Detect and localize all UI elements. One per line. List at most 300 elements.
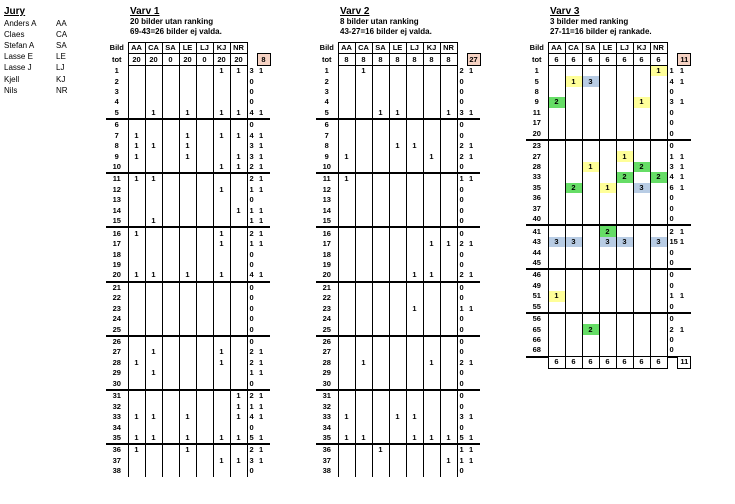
vote-cell [423,314,440,324]
vote-cell [423,401,440,411]
bild-number: 5 [316,108,338,119]
vote-cell [355,456,372,466]
vote-cell [389,131,406,141]
vote-cell [179,422,196,432]
bild-number: 22 [106,293,128,303]
vote-cell [355,195,372,205]
table-row [106,97,270,107]
vote-cell [145,87,162,97]
vote-cell [389,314,406,324]
vote-cell [355,119,372,130]
vote-cell [423,216,440,227]
vote-cell [440,379,457,390]
vote-cell [145,195,162,205]
selected-count-box: 11 [678,54,691,65]
vote-cell [338,119,355,130]
bild-number: 37 [316,456,338,466]
vote-cell [423,141,440,151]
row-sum: 0 [669,214,674,224]
vote-cell [372,162,389,173]
vote-cell: 1 [128,358,145,368]
row-sum: 0 [669,128,674,138]
vote-cell [406,162,423,173]
row-sum: 2 [249,347,254,357]
vote-cell: 3 [616,237,633,247]
vote-cell [406,131,423,141]
vote-cell [389,466,406,476]
vote-cell [389,227,406,238]
table-row [316,379,480,390]
vote-cell [196,324,213,335]
vote-cell [616,204,633,214]
row-flag: 1 [679,76,685,86]
tot-value: 8 [423,54,440,65]
bild-header: Bild [106,43,128,54]
vote-cell [372,239,389,249]
table-row [106,270,270,281]
table-row [316,401,480,411]
vote-cell [582,118,599,128]
row-sum: 0 [459,293,464,303]
vote-cell [196,216,213,227]
vote-cell [599,291,616,301]
row-flag [467,347,480,357]
row-sum: 5 [249,432,254,442]
table-row [526,302,691,313]
row-flag: 1 [469,270,474,280]
bild-number: 9 [316,151,338,161]
table-row [316,131,480,141]
vote-cell [423,173,440,184]
vote-cell [162,260,179,270]
vote-cell [548,345,565,356]
row-sum: 5 [459,432,464,442]
header-row [106,43,270,54]
table-row [526,247,691,257]
vote-cell [355,216,372,227]
row-flag: 1 [679,66,685,76]
vote-cell [616,108,633,118]
vote-cell [423,324,440,335]
bild-number: 24 [316,314,338,324]
bild-number: 20 [316,270,338,281]
vote-cell [440,227,457,238]
vote-cell [230,249,247,259]
bild-number: 55 [526,302,548,313]
vote-cell [565,313,582,324]
table-row [526,291,691,301]
vote-cell [213,304,230,314]
row-sum: 2 [667,225,678,236]
vote-cell [162,76,179,86]
vote-cell [128,336,145,347]
vote-cell [338,379,355,390]
row-flag: 1 [469,412,474,422]
vote-cell [440,76,457,86]
jury-member-name: Claes [4,30,25,40]
vote-cell [548,129,565,140]
vote-cell [179,173,196,184]
vote-cell [406,347,423,357]
vote-cell [582,97,599,107]
vote-cell [355,162,372,173]
vote-cell [389,347,406,357]
vote-cell [162,239,179,249]
tot-value: 0 [162,54,179,65]
vote-cell: 1 [230,412,247,422]
vote-cell [423,97,440,107]
vote-cell: 1 [230,151,247,161]
vote-cell [162,108,179,119]
bild-number: 36 [106,444,128,455]
vote-cell [633,204,650,214]
vote-cell [372,336,389,347]
row-sum: 3 [249,141,254,151]
vote-cell [230,324,247,335]
row-sum: 0 [457,336,467,347]
vote-cell [423,249,440,259]
table-row [106,108,270,119]
vote-cell [179,456,196,466]
jury-member-code: SA [56,41,67,51]
table-row [316,239,480,249]
vote-cell [355,282,372,293]
row-sum: 0 [459,347,464,357]
vote-cell [145,444,162,455]
vote-cell [355,173,372,184]
vote-cell [440,444,457,455]
row-flag: 1 [467,444,480,455]
vote-cell [179,227,196,238]
bild-number: 19 [316,260,338,270]
vote-cell [128,195,145,205]
vote-cell [440,336,457,347]
bild-number: 26 [106,336,128,347]
vote-cell [440,195,457,205]
vote-cell [372,185,389,195]
row-sum: 0 [459,249,464,259]
vote-cell [406,358,423,368]
bild-number: 10 [316,162,338,173]
vote-cell [582,108,599,118]
row-sum: 0 [459,368,464,378]
table-row [316,76,480,86]
vote-cell [389,206,406,216]
vote-cell [355,270,372,281]
vote-cell [406,422,423,432]
row-sum: 1 [249,216,254,226]
vote-cell: 1 [179,270,196,281]
vote-cell [128,185,145,195]
row-flag: 1 [679,172,685,182]
vote-cell [230,293,247,303]
row-flag [467,249,480,259]
table-row [316,270,480,281]
row-flag: 1 [469,303,474,313]
vote-cell: 3 [565,237,582,247]
vote-cell [196,195,213,205]
vote-cell [128,76,145,86]
vote-cell [179,76,196,86]
tot-value: 6 [565,54,582,65]
vote-cell [338,97,355,107]
bild-number: 5 [106,108,128,119]
row-sum: 1 [249,239,254,249]
vote-cell [128,456,145,466]
row-sum: 0 [249,195,254,205]
row-sum: 0 [249,314,254,324]
jury-member [4,51,68,62]
row-sum: 2 [247,390,257,401]
vote-cell [128,216,145,227]
table-row [526,76,691,86]
row-flag: 1 [259,239,264,249]
vote-cell: 1 [389,412,406,422]
vote-cell: 1 [548,291,565,301]
vote-cell [406,401,423,411]
bottom-count-box: 11 [678,357,691,368]
spacer [257,43,270,54]
row-flag: 1 [259,357,264,367]
vote-cell [582,302,599,313]
row-sum: 0 [249,422,254,432]
spacer [667,357,678,368]
round-title: Varv 3 [550,6,580,17]
vote-cell: 1 [230,131,247,141]
vote-cell [565,302,582,313]
vote-cell [230,304,247,314]
vote-cell [440,206,457,216]
row-sum: 0 [457,390,467,401]
bild-number: 35 [526,183,548,193]
vote-cell [406,368,423,378]
bild-number: 21 [106,282,128,293]
vote-cell [162,444,179,455]
vote-cell [145,456,162,466]
vote-cell [179,293,196,303]
vote-cell [599,172,616,182]
vote-cell [650,214,667,225]
vote-cell [582,193,599,203]
row-flag [678,140,691,151]
row-sum: 4 [669,172,674,182]
vote-cell: 1 [179,444,196,455]
row-flag [257,422,270,432]
vote-cell [196,97,213,107]
vote-cell [372,195,389,205]
vote-cell [423,119,440,130]
vote-cell [406,195,423,205]
table-row [106,444,270,455]
bild-number: 20 [526,129,548,140]
row-flag [678,87,691,97]
vote-cell [145,151,162,161]
juror-column-header: NR [650,43,667,54]
vote-cell: 1 [423,239,440,249]
vote-cell: 1 [372,108,389,119]
vote-cell [230,185,247,195]
row-sum: 0 [457,282,467,293]
bild-number: 7 [316,131,338,141]
round-title: Varv 2 [340,6,370,17]
row-sum: 3 [459,412,464,422]
row-flag: 1 [259,455,264,465]
vote-cell [599,214,616,225]
vote-cell [196,239,213,249]
round-line2: 43-27=16 bilder ej valda. [340,27,432,36]
row-flag [467,293,480,303]
table-row [316,162,480,173]
vote-cell [128,379,145,390]
vote-cell [372,293,389,303]
vote-cell [213,466,230,476]
vote-cell: 2 [582,324,599,334]
vote-cell: 1 [145,108,162,119]
round-line1: 20 bilder utan ranking [130,17,214,26]
tot-value: 0 [196,54,213,65]
juror-column-header: KJ [213,43,230,54]
row-sum: 3 [669,162,674,172]
row-sum: 3 [459,107,464,117]
vote-cell [582,291,599,301]
vote-cell [440,65,457,76]
vote-cell [213,260,230,270]
tot-value: 6 [633,54,650,65]
vote-cell [355,131,372,141]
row-flag [678,214,691,225]
tot-value: 20 [230,54,247,65]
bild-number: 10 [106,162,128,173]
bild-number: 28 [316,358,338,368]
vote-cell [338,216,355,227]
vote-cell [633,225,650,236]
vote-cell [162,131,179,141]
vote-cell [406,314,423,324]
table-row [526,151,691,161]
row-flag [257,466,270,476]
table-row [526,313,691,324]
bottom-tot-value: 6 [548,357,565,368]
vote-cell: 3 [633,183,650,193]
vote-cell [616,193,633,203]
vote-cell [162,433,179,444]
vote-cell: 1 [616,151,633,161]
vote-cell [128,162,145,173]
table-row [316,422,480,432]
vote-cell [145,314,162,324]
vote-cell [599,302,616,313]
tot-row [106,54,270,65]
vote-cell [179,206,196,216]
vote-cell [423,368,440,378]
table-row [106,239,270,249]
vote-cell [230,336,247,347]
row-flag [467,260,480,270]
vote-cell [179,314,196,324]
vote-cell [650,204,667,214]
table-row [106,401,270,411]
row-flag [257,97,270,107]
vote-cell: 1 [423,151,440,161]
vote-cell [196,65,213,76]
row-sum: 0 [667,313,678,324]
row-flag: 1 [469,107,474,117]
table-row [106,358,270,368]
vote-cell [162,293,179,303]
vote-cell [162,314,179,324]
spacer [467,43,480,54]
vote-cell [633,335,650,345]
vote-cell [548,193,565,203]
vote-cell: 1 [230,390,247,401]
bild-number: 14 [316,206,338,216]
vote-cell [440,249,457,259]
vote-cell [338,195,355,205]
vote-cell: 1 [213,456,230,466]
table-row [106,304,270,314]
vote-cell [406,87,423,97]
row-sum: 0 [459,195,464,205]
vote-cell [440,422,457,432]
row-sum: 0 [669,86,674,96]
vote-cell: 1 [230,108,247,119]
vote-cell [162,87,179,97]
vote-cell: 1 [565,76,582,86]
vote-cell [389,162,406,173]
vote-cell [196,358,213,368]
vote-cell [389,260,406,270]
table-row [316,87,480,97]
vote-cell [389,282,406,293]
vote-cell [355,390,372,401]
row-flag [257,282,270,293]
vote-cell [355,249,372,259]
tot-value: 8 [372,54,389,65]
row-sum: 0 [249,76,254,86]
table-row [106,324,270,335]
bild-number: 1 [316,65,338,76]
table-row [106,456,270,466]
vote-cell [389,270,406,281]
spacer [247,43,257,54]
vote-cell [582,204,599,214]
jury-member-name: Kjell [4,74,20,84]
table-row [106,87,270,97]
table-row [316,368,480,378]
table-row [106,433,270,444]
vote-cell: 1 [355,65,372,76]
row-flag: 1 [259,347,264,357]
vote-cell [440,466,457,476]
vote-cell [548,324,565,334]
bild-number: 43 [526,237,548,247]
vote-cell [196,151,213,161]
vote-cell [582,335,599,345]
vote-cell: 1 [406,412,423,422]
bild-number: 20 [106,270,128,281]
row-flag [467,227,480,238]
vote-cell [338,206,355,216]
row-sum: 0 [459,216,464,226]
vote-cell [582,281,599,291]
vote-cell [548,118,565,128]
bild-number: 34 [316,422,338,432]
vote-cell: 1 [355,358,372,368]
vote-cell [162,379,179,390]
vote-cell [599,345,616,356]
vote-cell [633,76,650,86]
vote-cell [372,347,389,357]
